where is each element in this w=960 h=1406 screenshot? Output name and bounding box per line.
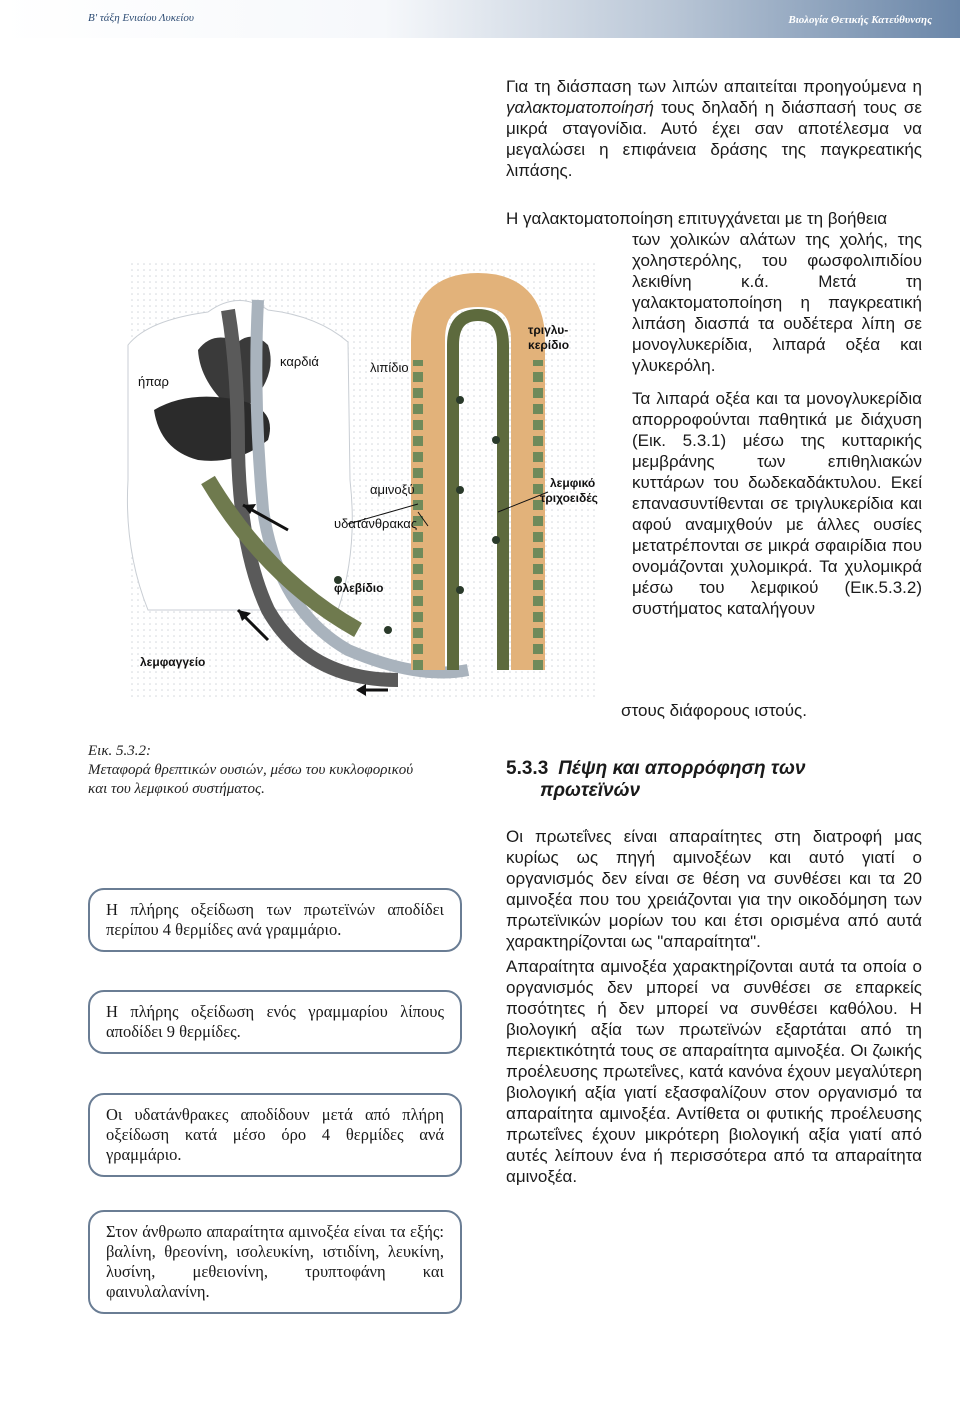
section-number: 5.3.3 <box>506 758 549 779</box>
p1-emphasis: γαλακτοματοποίησή <box>506 98 654 117</box>
infobox-carbohydrate-calories: Οι υδατάνθρακες αποδίδουν μετά από πλήρη οξείδωση κατά μέσο όρο 4 θερμίδες ανά γραμμάριο. <box>88 1093 462 1177</box>
nutrient-transport-figure <box>88 250 628 720</box>
label-lymph-vessel: λεμφαγγείο <box>140 655 206 669</box>
label-liver: ήπαρ <box>138 374 169 389</box>
label-triglyceride-2: κερίδιο <box>528 338 570 352</box>
paragraph-emulsification-lead: Η γαλακτοματοποίηση επιτυγχάνεται με τη βοήθεια <box>506 209 888 228</box>
infobox-essential-amino-acids: Στον άνθρωπο απαραίτητα αμινοξέα είναι τα εξής: βαλίνη, θρεονίνη, ισολευκίνη, ιστιδίνη, λευκίνη, λυσίνη, μεθειονίνη, τρυπτοφάνη και φαινυλαλανίνη. <box>88 1210 462 1314</box>
header-left-text: Β' τάξη Ενιαίου Λυκείου <box>88 12 194 24</box>
label-vein: φλεβίδιο <box>334 581 384 595</box>
label-amino-acid: αμινοξύ <box>370 482 415 497</box>
label-triglyceride-1: τριγλυ- <box>528 323 569 337</box>
page-header-bar <box>0 0 960 38</box>
p2-rest: των χολικών αλάτων της χολής, της χοληστερόλης, του φωσφολιπιδίου λεκιθίνη κ.ά. Μετά τη γαλακτοματοποίηση η παγκρεατική λιπάση διασπά τα ουδέτερα λίπη σε μονογλυκερίδια, λιπαρά οξέα και γλυκερόλη. <box>632 230 922 375</box>
figure-caption <box>88 742 418 799</box>
label-fat: λιπίδιο <box>370 360 409 375</box>
infobox-fat-calories: Η πλήρης οξείδωση ενός γραμμαρίου λίπους αποδίδει 9 θερμίδες. <box>88 990 462 1054</box>
label-carbohydrate: υδατάνθρακας <box>334 516 418 531</box>
caption-text: Μεταφορά θρεπτικών ουσιών, μέσω του κυκλοφορικού και του λεμφικού συστήματος. <box>88 762 414 797</box>
p5: Απαραίτητα αμινοξέα χαρακτηρίζονται αυτά τα οποία ο οργανισμός δεν μπορεί να συνθέσει σε επαρκείς ποσότητες ή δεν μπορεί να συνθέσει καθόλου. Η βιολογική αξία των πρωτεϊνών εξαρτάται από τη περιεκτικότητά τους σε απαραίτητα αμινοξέα. Οι ζωικής προέλευσης πρωτεΐνες, κατά κανόνα έχουν μεγαλύτερη βιολογική αξία γιατί εξασφαλίζουν στον οργανισμό τα απαραίτητα αμινοξέα. Αντίθετα οι φυτικής προέλευσης πρωτεΐνες έχουν μικρότερη βιολογική αξία γιατί από αυτές λείπουν ένα ή περισσότερα από τα απαραίτητα αμινοξέα. <box>506 957 922 1186</box>
label-lymph-capillary-1: λεμφικό <box>550 476 596 490</box>
p1-before: Για τη διάσπαση των λιπών απαιτείται προηγούμενα η <box>506 77 922 96</box>
p3: Τα λιπαρά οξέα και τα μονογλυκερίδια απορροφούνται παθητικά με διάχυση (Εικ. 5.3.1) μέσω της κυτταρικής μεμβράνης των επιθηλιακών κυττάρων του δωδεκαδάκτυλου. Εκεί επανασυντίθενται σε τριγλυκερίδια και αφού αναμιχθούν με άλλες ουσίες μετατρέπονται σε μικρά σφαιρίδια που ονομάζονται χυλομικρά. Τα χυλομικρά μέσω του λεμφικού (Εικ.5.3.2) συστήματος καταλήγουν <box>632 389 922 618</box>
paragraph-protein-intro <box>506 826 922 1187</box>
label-heart: καρδιά <box>280 354 319 369</box>
paragraph-emulsification <box>632 229 922 619</box>
p3-tail: στους διάφορους ιστούς. <box>621 701 807 720</box>
infobox-protein-calories: Η πλήρης οξείδωση των πρωτεϊνών αποδίδει περίπου 4 θερμίδες ανά γραμμάριο. <box>88 888 462 952</box>
p1-after: τους δηλαδή η διάσπασή τους σε μικρά σταγονίδια. Αυτό έχει σαν αποτέλεσμα να μεγαλώσει η επιφάνεια δράσης της παγκρεατικής λιπάσης. <box>506 98 922 180</box>
p4: Οι πρωτεΐνες είναι απαραίτητες στη διατροφή μας κυρίως ως πηγή αμινοξέων και αυτό γιατί ο οργανισμός δεν είναι σε θέση να συνθέσει και τα 20 αμινοξέα που του χρειάζονται για την οικοδόμηση των πρωτεϊνικών μορίων του και έτσι ορισμένα από αυτά χαρακτηρίζονται ως "απαραίτητα". <box>506 827 922 951</box>
section-title-line2: πρωτεϊνών <box>540 780 641 801</box>
section-heading <box>506 758 922 802</box>
section-title-line1: Πέψη και απορρόφηση των <box>558 758 806 779</box>
caption-number: Εικ. 5.3.2: <box>88 743 152 759</box>
paragraph-fat-digestion <box>506 76 922 181</box>
header-right-text: Βιολογία Θετικής Κατεύθυνσης <box>788 14 932 26</box>
label-lymph-capillary-2: τριχοειδές <box>540 491 598 505</box>
